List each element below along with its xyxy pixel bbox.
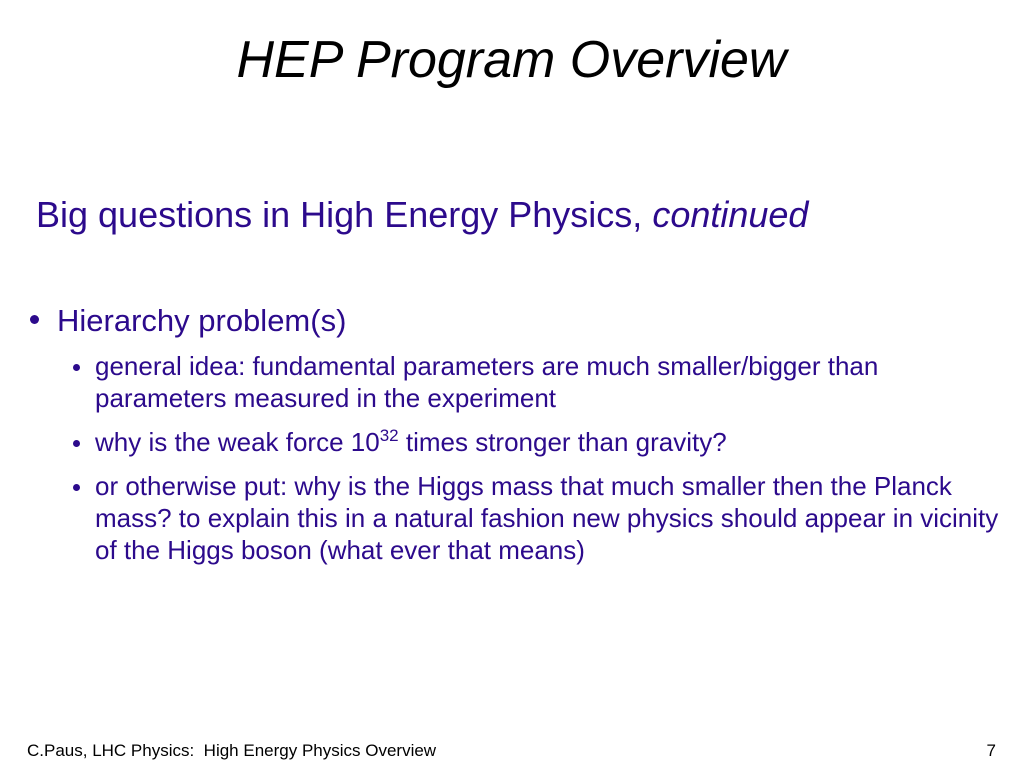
sub-bullet-higgs-mass	[70, 470, 1000, 566]
sub-bullet-general-idea	[70, 350, 1000, 414]
sub-bullet-list	[70, 350, 1000, 578]
bullet-label: Hierarchy problem(s)	[57, 303, 347, 338]
sub-bullet-text: or otherwise put: why is the Higgs mass that much smaller then the Planck mass? to explain this in a natural fashion new physics should appear in vicinity of the Higgs boson (what ever that means)	[95, 471, 999, 565]
sub-bullet-dot-icon	[73, 440, 80, 447]
sub-bullet-text: general idea: fundamental parameters are much smaller/bigger than parameters measured in the experiment	[95, 351, 879, 413]
bullet-hierarchy	[30, 303, 346, 339]
page-number: 7	[986, 741, 996, 760]
sub-bullet-dot-icon	[73, 484, 80, 491]
exponent: 32	[379, 426, 399, 445]
subtitle-text: Big questions in High Energy Physics,	[36, 194, 653, 235]
sub-bullet-text-after: times stronger than gravity?	[398, 427, 727, 457]
footer-credit: C.Paus, LHC Physics: High Energy Physics Overview	[27, 741, 437, 760]
slide-title: HEP Program Overview	[236, 31, 787, 89]
slide-subtitle	[36, 194, 808, 236]
sub-bullet-weak-force	[70, 426, 1000, 458]
sub-bullet-dot-icon	[73, 364, 80, 371]
subtitle-emphasis: continued	[652, 194, 809, 235]
sub-bullet-text-before: why is the weak force 10	[95, 427, 380, 457]
bullet-dot-icon	[30, 315, 39, 324]
